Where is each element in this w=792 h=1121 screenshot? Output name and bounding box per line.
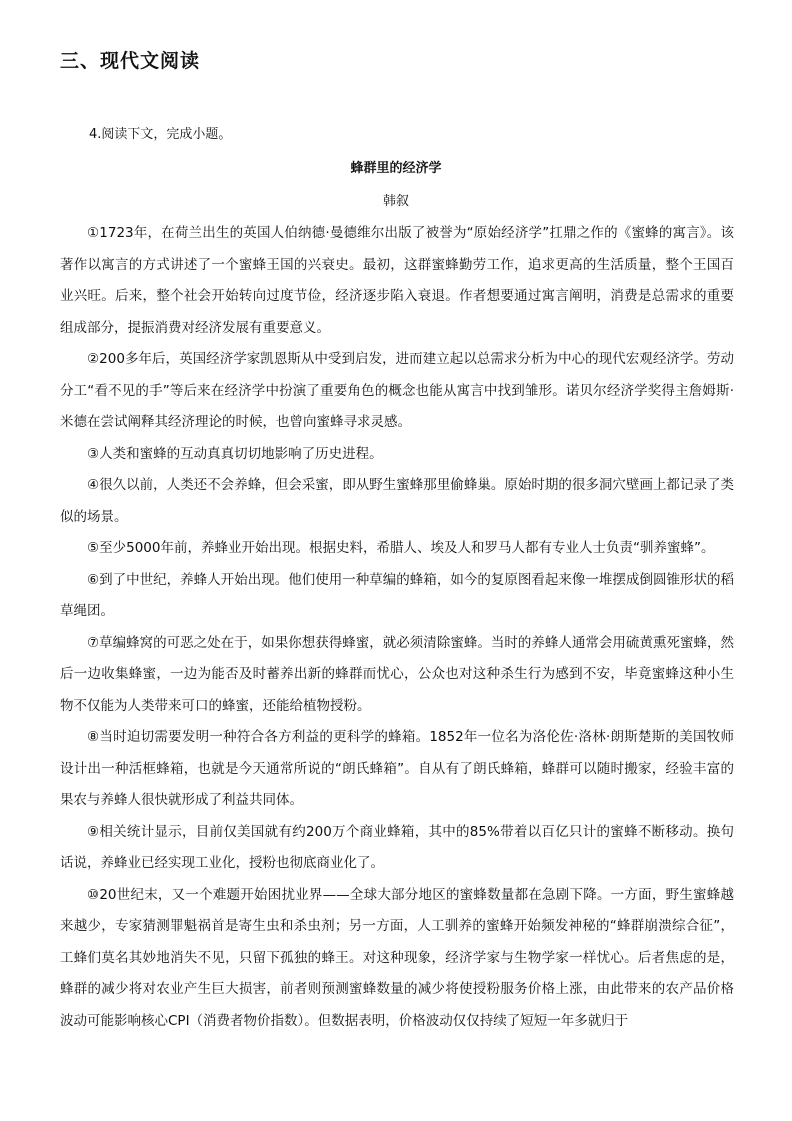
paragraph-8: ⑧当时迫切需要发明一种符合各方利益的更科学的蜂箱。1852年一位名为洛伦佐·洛林·朗斯楚斯的美国牧师设计出一种活框蜂箱，也就是今天通常所说的“朗氏蜂箱”。自从有了朗氏蜂箱，蜂群可以随时搬家，经验丰富的果农与养蜂人很快就形成了利益共同体。 xyxy=(60,729,734,808)
paragraph-5: ⑤至少5000年前，养蜂业开始出现。根据史料，希腊人、埃及人和罗马人都有专业人士负责“驯养蜜蜂”。 xyxy=(87,540,715,556)
section-title: 三、现代文阅读 xyxy=(60,50,201,72)
article-title: 蜂群里的经济学 xyxy=(350,161,442,176)
paragraph-9: ⑨相关统计显示，目前仅美国就有约200万个商业蜂箱，其中的85%带着以百亿只计的蜜蜂不断移动。换句话说，养蜂业已经实现工业化，授粉也彻底商业化了。 xyxy=(60,823,734,871)
paragraph-3: ③人类和蜜蜂的互动真真切切地影响了历史进程。 xyxy=(87,445,383,462)
article-author: 韩叙 xyxy=(382,194,409,209)
question-prompt: 4.阅读下文，完成小题。 xyxy=(89,127,232,142)
paragraph-2: ②200多年后，英国经济学家凯恩斯从中受到启发，进而建立起以总需求分析为中心的现代宏观经济学。劳动分工“看不见的手”等后来在经济学中扮演了重要角色的概念也能从寓言中找到雏形。诺贝尔经济学奖得主詹姆斯·米德在尝试阐释其经济理论的时候，也曾向蜜蜂寻求灵感。 xyxy=(60,351,734,430)
paragraph-4: ④很久以前，人类还不会养蜂，但会采蜜，即从野生蜜蜂那里偷蜂巢。原始时期的很多洞穴壁画上都记录了类似的场景。 xyxy=(60,477,734,525)
paragraph-7: ⑦草编蜂窝的可恶之处在于，如果你想获得蜂蜜，就必须清除蜜蜂。当时的养蜂人通常会用硫黄熏死蜜蜂，然后一边收集蜂蜜，一边为能否及时蓄养出新的蜂群而忧心，公众也对这种杀生行为感到不安，毕竟蜜蜂这种小生物不仅能为人类带来可口的蜂蜜，还能给植物授粉。 xyxy=(60,634,734,714)
paragraph-1: ①1723年，在荷兰出生的英国人伯纳德·曼德维尔出版了被誉为“原始经济学”扛鼎之作的《蜜蜂的寓言》。该著作以寓言的方式讲述了一个蜜蜂王国的兴衰史。最初，这群蜜蜂勤劳工作，追求更高的生活质量，整个王国百业兴旺。后来，整个社会开始转向过度节俭，经济逐步陷入衰退。作者想要通过寓言阐明，消费是总需求的重要组成部分，提振消费对经济发展有重要意义。 xyxy=(60,225,734,336)
paragraph-10: ⑩20世纪末，又一个难题开始困扰业界——全球大部分地区的蜜蜂数量都在急剧下降。一方面，野生蜜蜂越来越少，专家猜测罪魁祸首是寄生虫和杀虫剂；另一方面，人工驯养的蜜蜂开始频发神秘的“蜂群崩溃综合征”，工蜂们莫名其妙地消失不见，只留下孤独的蜂王。对这种现象，经济学家与生物学家一样忧心。后者焦虑的是，蜂群的减少将对农业产生巨大损害，前者则预测蜜蜂数量的减少将使授粉服务价格上涨，由此带来的农产品价格波动可能影响核心CPI（消费者物价指数）。但数据表明，价格波动仅仅持续了短短一年多就归于 xyxy=(60,886,734,1029)
paragraph-6: ⑥到了中世纪，养蜂人开始出现。他们使用一种草编的蜂箱，如今的复原图看起来像一堆摆成倒圆锥形状的稻草绳团。 xyxy=(60,571,734,619)
article-body xyxy=(60,218,734,1037)
